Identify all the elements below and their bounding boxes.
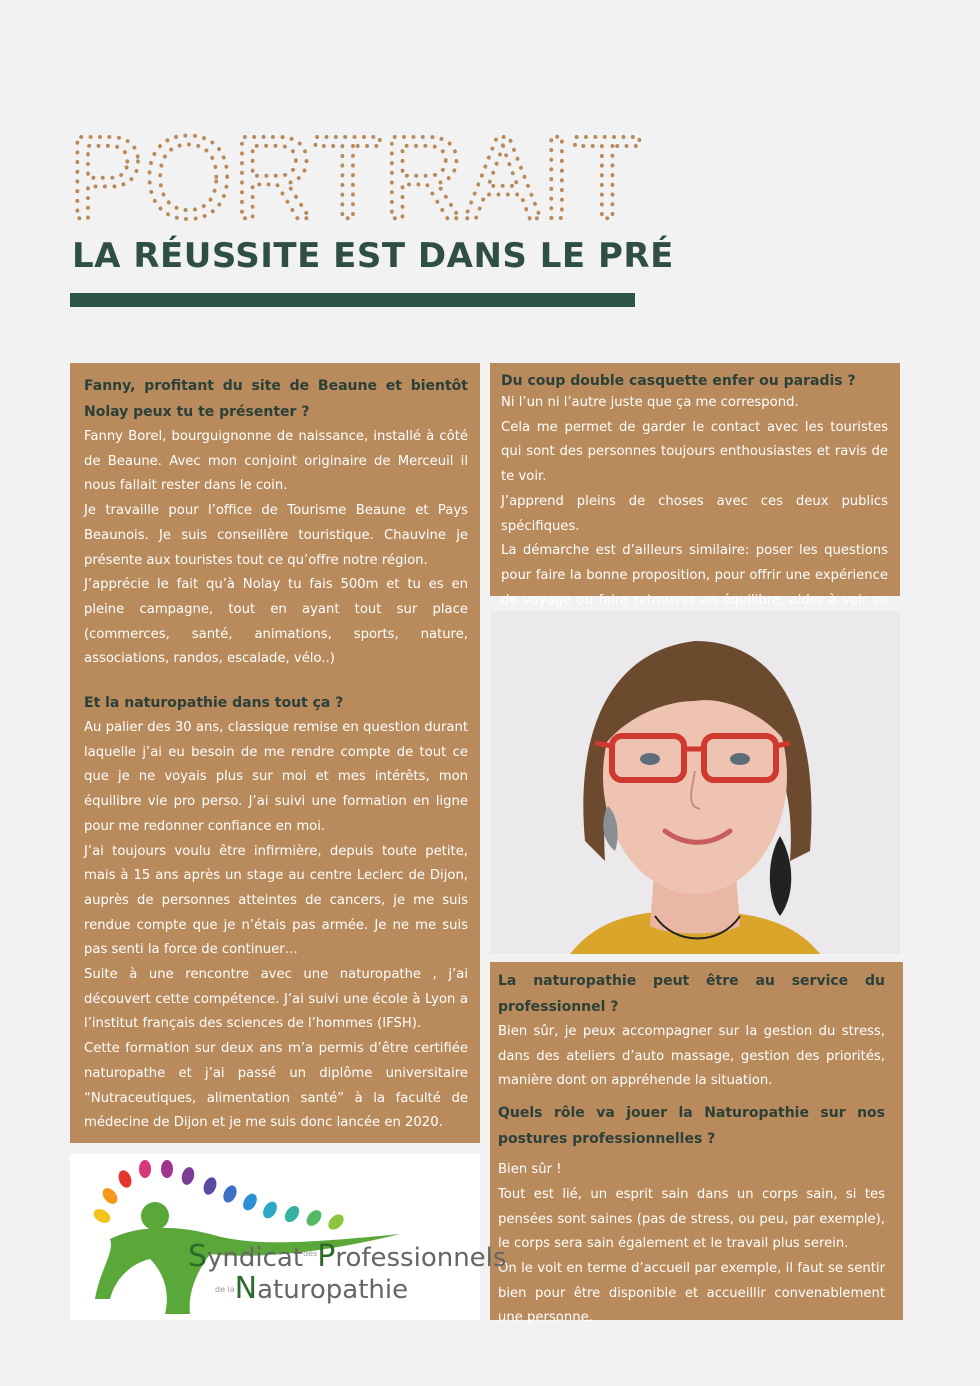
interview-box-top-right xyxy=(490,363,900,608)
article-subtitle: LA RÉUSSITE EST DANS LE PRÉ xyxy=(72,236,674,276)
question-naturopathy: Et la naturopathie dans tout ça ? xyxy=(84,695,344,712)
answer-paragraph: Bien sûr, je peux accompagner sur la gestion du stress, dans des ateliers d’auto massage, gestion des priorités, manière dont on appréhende la situation. xyxy=(498,1024,885,1089)
answer-paragraph: Tout est lié, un esprit sain dans un corps sain, si tes pensées sont saines (pas de stress, ou peu, par exemple), le corps sera sain également et le travail plus serein. xyxy=(498,1186,885,1252)
answer-paragraph: Suite à une rencontre avec une naturopathe , j’ai découvert cette compétence. J’ai suivi une école à Lyon a l’institut français des sciences de l’hommes (IFSH). xyxy=(84,967,468,1032)
logo-petals-icon xyxy=(91,1160,346,1233)
answer-paragraph: Je travaille pour l’office de Tourisme Beaune et Pays Beaunois. Je suis conseillère touristique. Chauvine je présente aux touristes tout ce qu’offre notre région. xyxy=(84,503,468,568)
answer-paragraph: Fanny Borel, bourguignonne de naissance, installé à côté de Beaune. Avec mon conjoint originaire de Merceuil il nous fallait rester dans le coin. xyxy=(84,429,468,494)
portrait-title xyxy=(66,112,646,244)
interview-box-bottom-right xyxy=(490,962,903,1326)
question-professional: La naturopathie peut être au service du professionnel ? xyxy=(498,973,885,1015)
svg-text:SyndicatdesProfessionnels: Syndicat$^{des}$Professionnels xyxy=(188,1239,507,1274)
interview-column-left xyxy=(70,363,480,1143)
question-postures: Quels rôle va jouer la Naturopathie sur nos postures professionnelles ? xyxy=(498,1105,885,1148)
answer-paragraph: On le voit en terme d’accueil par exemple, il faut se sentir bien pour être disponible et accueillir convenablement une personne. xyxy=(498,1260,885,1326)
question-intro: Fanny, profitant du site de Beaune et bientôt Nolay peux tu te présenter ? xyxy=(84,378,468,420)
answer-paragraph: J’apprend pleins de choses avec ces deux publics spécifiques. xyxy=(501,493,888,534)
portrait-title-text: PORTRAIT xyxy=(68,112,642,244)
answer-paragraph: Ni l’un ni l’autre juste que ça me correspond. xyxy=(501,395,799,410)
portrait-photo xyxy=(490,611,900,954)
question-double-role: Du coup double casquette enfer ou paradis ? xyxy=(501,373,856,389)
answer-paragraph: Au palier des 30 ans, classique remise en question durant laquelle j’ai eu besoin de me rendre compte de tout ce que je ne voyais plus sur moi et mes intérêts, mon équilibre vie pro perso. J’ai suivi une formation en ligne pour me redonner confiance en moi. xyxy=(84,720,468,834)
answer-paragraph: Cette formation sur deux ans m’a permis d’être certifiée naturopathe et j’ai passé un diplôme universitaire “Nutraceutiques, alimentation santé” à la faculté de médecine de Dijon et je me suis donc lancée en 2020. xyxy=(84,1041,468,1131)
answer-paragraph: J’ai toujours voulu être infirmière, depuis toute petite, mais à 15 ans après un stage au centre Leclerc de Dijon, auprès de personnes atteintes de cancers, je me suis rendue compte que je n’étais pas armée. Je ne me suis pas senti la force de continuer… xyxy=(84,843,468,958)
answer-paragraph: Cela me permet de garder le contact avec les touristes qui sont des personnes toujours enthousiastes et ravis de te voir. xyxy=(501,419,888,485)
answer-paragraph: La démarche est d’ailleurs similaire: poser les questions pour faire la bonne proposition, pour offrir une expérience de voyage ou faire retrouver un équilibre, aider à voir ce xyxy=(501,543,888,608)
syndicat-logo xyxy=(70,1154,507,1320)
title-rule xyxy=(70,293,635,307)
svg-text:de laNaturopathie: $^{de la}$Naturopathie xyxy=(215,1271,409,1306)
answer-paragraph: Bien sûr ! xyxy=(498,1162,562,1178)
answer-paragraph: J’apprécie le fait qu’à Nolay tu fais 500m et tu es en pleine campagne, tout en ayant tout sur place (commerces, santé, animations, sports, nature, associations, randos, escalade, vélo..) xyxy=(84,577,468,667)
